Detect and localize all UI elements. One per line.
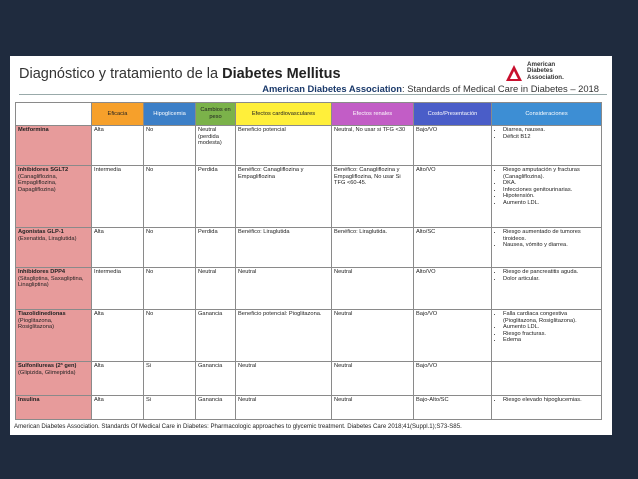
header-cambios: Cambios en peso <box>196 103 236 126</box>
cambios-cell: Ganancia <box>196 396 236 420</box>
eficacia-cell: Alta <box>92 228 144 268</box>
cambios-cell: Neutral (perdida modesta) <box>196 126 236 166</box>
consideraciones-cell <box>492 268 602 310</box>
header-eficacia: Eficacia <box>92 103 144 126</box>
drug-cell <box>16 166 92 228</box>
consideracion-item: • Riesgo elevado hipoglucemias. <box>503 397 599 404</box>
logo-line1: American <box>527 61 556 68</box>
consideracion-item: • Infecciones genitourinarias. <box>503 187 599 194</box>
table-row <box>16 126 602 166</box>
page-title <box>19 66 341 82</box>
table-row <box>16 268 602 310</box>
eficacia-cell: Alta <box>92 126 144 166</box>
renal-cell: Benéfico: Canagliflozina y Empagliflozina, No usar Si TFG <60-45. <box>332 166 414 228</box>
consideracion-item: • Falla cardiaca congestiva (Pioglitazona, Rosiglitazona). <box>503 311 599 324</box>
cambios-cell: Perdida <box>196 166 236 228</box>
consideraciones-cell <box>492 396 602 420</box>
title-prefix: Diagnóstico y tratamiento de la <box>19 66 223 82</box>
drug-examples: (Canagliflozina, Empagliflozina, Dapagliflozina) <box>18 173 58 193</box>
cardio-cell: Benéfico: Canagliflozina y Empagliflozina <box>236 166 332 228</box>
drug-name: Tiazolidinedionas <box>18 311 66 317</box>
table-row <box>16 362 602 396</box>
consideraciones-cell <box>492 166 602 228</box>
consideracion-item: • DKA. <box>503 180 599 187</box>
drug-name: Sulfonilureas (2ª gen) <box>18 363 77 369</box>
consideraciones-cell <box>492 228 602 268</box>
cardio-cell: Neutral <box>236 362 332 396</box>
hipoglicemia-cell: No <box>144 310 196 362</box>
cardio-cell: Beneficio potencial: Pioglitazona. <box>236 310 332 362</box>
drug-cell <box>16 228 92 268</box>
costo-cell: Bajo/VO <box>414 362 492 396</box>
table-row <box>16 396 602 420</box>
ada-triangle-icon <box>505 64 523 82</box>
drug-name: Inhibidores SGLT2 <box>18 167 69 173</box>
eficacia-cell: Intermedia <box>92 166 144 228</box>
costo-cell: Alto/VO <box>414 166 492 228</box>
citation: American Diabetes Association. Standards Of Medical Care in Diabetes: Pharmacologic approaches to glycemic treatment. Diabetes Care 2018;41(Suppl.1);S73-S85. <box>14 423 462 430</box>
consideraciones-cell <box>492 362 602 396</box>
eficacia-cell: Alta <box>92 396 144 420</box>
renal-cell: Neutral <box>332 268 414 310</box>
consideraciones-cell <box>492 310 602 362</box>
cardio-cell: Neutral <box>236 396 332 420</box>
consideracion-item: • Aumento LDL. <box>503 200 599 207</box>
header-costo: Costo/Presentación <box>414 103 492 126</box>
subtitle-rest: : Standards of Medical Care in Diabetes – 2018 <box>402 83 599 94</box>
drug-cell <box>16 396 92 420</box>
table-body <box>16 126 602 420</box>
renal-cell: Neutral <box>332 310 414 362</box>
header-consideraciones: Consideraciones <box>492 103 602 126</box>
renal-cell: Neutral <box>332 362 414 396</box>
logo-line2: Diabetes <box>527 67 553 75</box>
drug-cell <box>16 362 92 396</box>
header-blank <box>16 103 92 126</box>
eficacia-cell: Alta <box>92 310 144 362</box>
hipoglicemia-cell: No <box>144 228 196 268</box>
subtitle <box>262 83 599 94</box>
costo-cell: Bajo-Alto/SC <box>414 396 492 420</box>
drug-examples: (Exenatida, Liraglutida) <box>18 235 77 242</box>
cambios-cell: Perdida <box>196 228 236 268</box>
renal-cell: Benéfico: Liraglutida. <box>332 228 414 268</box>
eficacia-cell: Intermedia <box>92 268 144 310</box>
consideracion-item: • Riesgo amputación y fracturas (Canagliflozina). <box>503 167 599 180</box>
table-row <box>16 166 602 228</box>
consideracion-item: • Déficit B12 <box>503 134 599 141</box>
header-hipoglicemia: Hipoglicemia <box>144 103 196 126</box>
drug-examples: (Sitagliptina, Saxagliptina, Linagliptina) <box>18 275 84 289</box>
hipoglicemia-cell: Si <box>144 362 196 396</box>
table-row <box>16 228 602 268</box>
consideracion-item: • Riesgo aumentado de tumores tiroideos. <box>503 229 599 242</box>
costo-cell: Alto/VO <box>414 268 492 310</box>
title-row <box>15 62 605 98</box>
costo-cell: Bajo/VO <box>414 310 492 362</box>
hipoglicemia-cell: No <box>144 166 196 228</box>
drug-cell <box>16 310 92 362</box>
renal-cell: Neutral, No usar si TFG <30 <box>332 126 414 166</box>
drug-name: Insulina <box>18 397 40 403</box>
hipoglicemia-cell: No <box>144 268 196 310</box>
cardio-cell: Neutral <box>236 268 332 310</box>
eficacia-cell: Alta <box>92 362 144 396</box>
logo-text <box>527 62 564 81</box>
drug-cell <box>16 268 92 310</box>
consideracion-item: • Riesgo fracturas. <box>503 331 599 338</box>
header-row <box>16 103 602 126</box>
ada-logo <box>505 62 585 84</box>
renal-cell: Neutral <box>332 396 414 420</box>
drug-name: Agonistas GLP-1 <box>18 229 64 235</box>
cambios-cell: Ganancia <box>196 362 236 396</box>
cardio-cell: Beneficio potencial <box>236 126 332 166</box>
cambios-cell: Ganancia <box>196 310 236 362</box>
consideracion-item: • Diarrea, nausea. <box>503 127 599 134</box>
hipoglicemia-cell: Si <box>144 396 196 420</box>
consideracion-item: • Aumento LDL. <box>503 324 599 331</box>
drug-examples: (Glipizida, Glimepirida) <box>18 369 76 376</box>
slide <box>10 56 612 435</box>
cambios-cell: Neutral <box>196 268 236 310</box>
title-bold: Diabetes Mellitus <box>222 66 341 82</box>
costo-cell: Bajo/VO <box>414 126 492 166</box>
header-renal: Efectos renales <box>332 103 414 126</box>
treatment-table <box>15 102 602 420</box>
logo-line3: Association. <box>527 73 564 81</box>
costo-cell: Alto/SC <box>414 228 492 268</box>
consideracion-item: • Edema <box>503 337 599 344</box>
drug-cell <box>16 126 92 166</box>
hipoglicemia-cell: No <box>144 126 196 166</box>
title-divider <box>19 94 607 95</box>
drug-examples: (Pioglitazona, Rosiglitazona) <box>18 317 55 331</box>
cardio-cell: Benéfico: Liraglutida <box>236 228 332 268</box>
drug-name: Metformina <box>18 127 49 133</box>
consideraciones-cell <box>492 126 602 166</box>
table-row <box>16 310 602 362</box>
subtitle-bold: American Diabetes Association <box>262 83 402 94</box>
drug-name: Inhibidores DPP4 <box>18 269 66 275</box>
consideracion-item: • Hipotensión. <box>503 193 599 200</box>
header-cardio: Efectos cardiovasculares <box>236 103 332 126</box>
consideracion-item: • Dolor articular. <box>503 276 599 283</box>
consideracion-item: • Riesgo de pancreatitis aguda. <box>503 269 599 276</box>
consideracion-item: • Nausea, vómito y diarrea. <box>503 242 599 249</box>
